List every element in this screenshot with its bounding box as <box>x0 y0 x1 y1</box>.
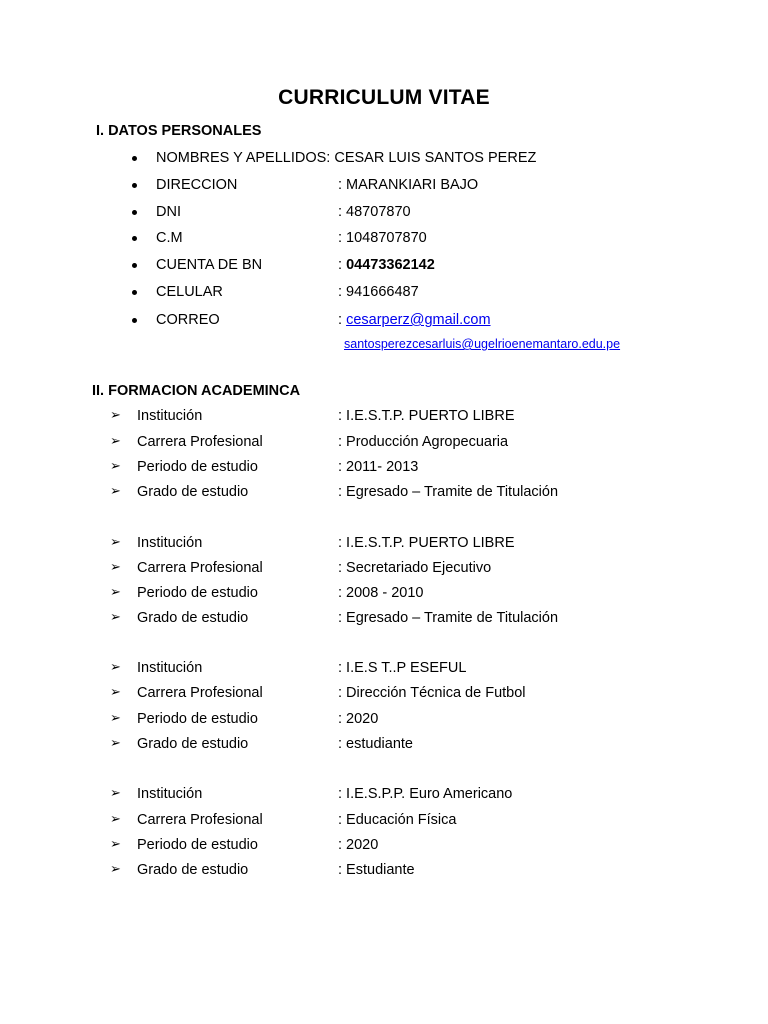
arrow-bullet-icon: ➢ <box>110 484 121 499</box>
period-value: : 2008 - 2010 <box>338 585 424 601</box>
email-prefix: : <box>338 312 347 328</box>
cm-value: : 1048707870 <box>338 230 427 246</box>
arrow-bullet-icon: ➢ <box>110 837 121 852</box>
career-label: Carrera Profesional <box>137 685 263 701</box>
period-value: : 2020 <box>338 711 379 727</box>
arrow-bullet-icon: ➢ <box>110 585 121 600</box>
arrow-bullet-icon: ➢ <box>110 862 121 877</box>
arrow-bullet-icon: ➢ <box>110 408 121 423</box>
degree-label: Grado de estudio <box>137 862 249 878</box>
institution-value: : I.E.S.T.P. PUERTO LIBRE <box>338 535 515 551</box>
name-line: NOMBRES Y APELLIDOS: CESAR LUIS SANTOS PEREZ <box>156 150 537 166</box>
career-label: Carrera Profesional <box>137 812 263 828</box>
institution-label: Institución <box>137 408 203 424</box>
career-label: Carrera Profesional <box>137 560 263 576</box>
bullet-icon <box>132 290 137 295</box>
dni-label: DNI <box>156 204 181 220</box>
career-value: : Educación Física <box>338 812 457 828</box>
degree-label: Grado de estudio <box>137 736 249 752</box>
arrow-bullet-icon: ➢ <box>110 685 121 700</box>
degree-value: : Egresado – Tramite de Titulación <box>338 610 559 626</box>
personal-data-heading: I. DATOS PERSONALES <box>96 123 262 139</box>
institution-label: Institución <box>137 786 203 802</box>
bullet-icon <box>132 156 137 161</box>
arrow-bullet-icon: ➢ <box>110 459 121 474</box>
bank-account-prefix: : <box>338 257 347 273</box>
arrow-bullet-icon: ➢ <box>110 660 121 675</box>
arrow-bullet-icon: ➢ <box>110 610 121 625</box>
email-value-wrap <box>338 310 491 330</box>
academic-heading: II. FORMACION ACADEMINCA <box>92 383 301 399</box>
degree-label: Grado de estudio <box>137 610 249 626</box>
period-label: Periodo de estudio <box>137 585 258 601</box>
institution-value: : I.E.S.P.P. Euro Americano <box>338 786 513 802</box>
institution-label: Institución <box>137 660 203 676</box>
secondary-email-link[interactable]: santosperezcesarluis@ugelrioenemantaro.edu.pe <box>344 337 621 351</box>
bullet-icon <box>132 236 137 241</box>
cm-label: C.M <box>156 230 183 246</box>
period-value: : 2020 <box>338 837 379 853</box>
arrow-bullet-icon: ➢ <box>110 812 121 827</box>
address-value: : MARANKIARI BAJO <box>338 177 479 193</box>
career-label: Carrera Profesional <box>137 434 263 450</box>
document-title: CURRICULUM VITAE <box>278 86 490 109</box>
arrow-bullet-icon: ➢ <box>110 736 121 751</box>
primary-email-link[interactable]: cesarperz@gmail.com <box>346 312 491 328</box>
period-label: Periodo de estudio <box>137 459 258 475</box>
bank-account-value-wrap <box>338 255 435 275</box>
institution-value: : I.E.S T..P ESEFUL <box>338 660 467 676</box>
bullet-icon <box>132 318 137 323</box>
phone-value: : 941666487 <box>338 284 419 300</box>
career-value: : Dirección Técnica de Futbol <box>338 685 526 701</box>
institution-value: : I.E.S.T.P. PUERTO LIBRE <box>338 408 515 424</box>
period-label: Periodo de estudio <box>137 711 258 727</box>
period-label: Periodo de estudio <box>137 837 258 853</box>
arrow-bullet-icon: ➢ <box>110 535 121 550</box>
email-label: CORREO <box>156 312 220 328</box>
career-value: : Secretariado Ejecutivo <box>338 560 492 576</box>
career-value: : Producción Agropecuaria <box>338 434 509 450</box>
bullet-icon <box>132 263 137 268</box>
period-value: : 2011- 2013 <box>338 459 419 475</box>
arrow-bullet-icon: ➢ <box>110 786 121 801</box>
bullet-icon <box>132 183 137 188</box>
phone-label: CELULAR <box>156 284 223 300</box>
degree-value: : Egresado – Tramite de Titulación <box>338 484 559 500</box>
degree-value: : estudiante <box>338 736 413 752</box>
degree-label: Grado de estudio <box>137 484 249 500</box>
arrow-bullet-icon: ➢ <box>110 434 121 449</box>
dni-value: : 48707870 <box>338 204 411 220</box>
arrow-bullet-icon: ➢ <box>110 711 121 726</box>
degree-value: : Estudiante <box>338 862 415 878</box>
bullet-icon <box>132 210 137 215</box>
arrow-bullet-icon: ➢ <box>110 560 121 575</box>
bank-account-label: CUENTA DE BN <box>156 257 263 273</box>
bank-account-value: 04473362142 <box>346 257 435 273</box>
secondary-email-row <box>344 334 620 354</box>
address-label: DIRECCION <box>156 177 238 193</box>
institution-label: Institución <box>137 535 203 551</box>
